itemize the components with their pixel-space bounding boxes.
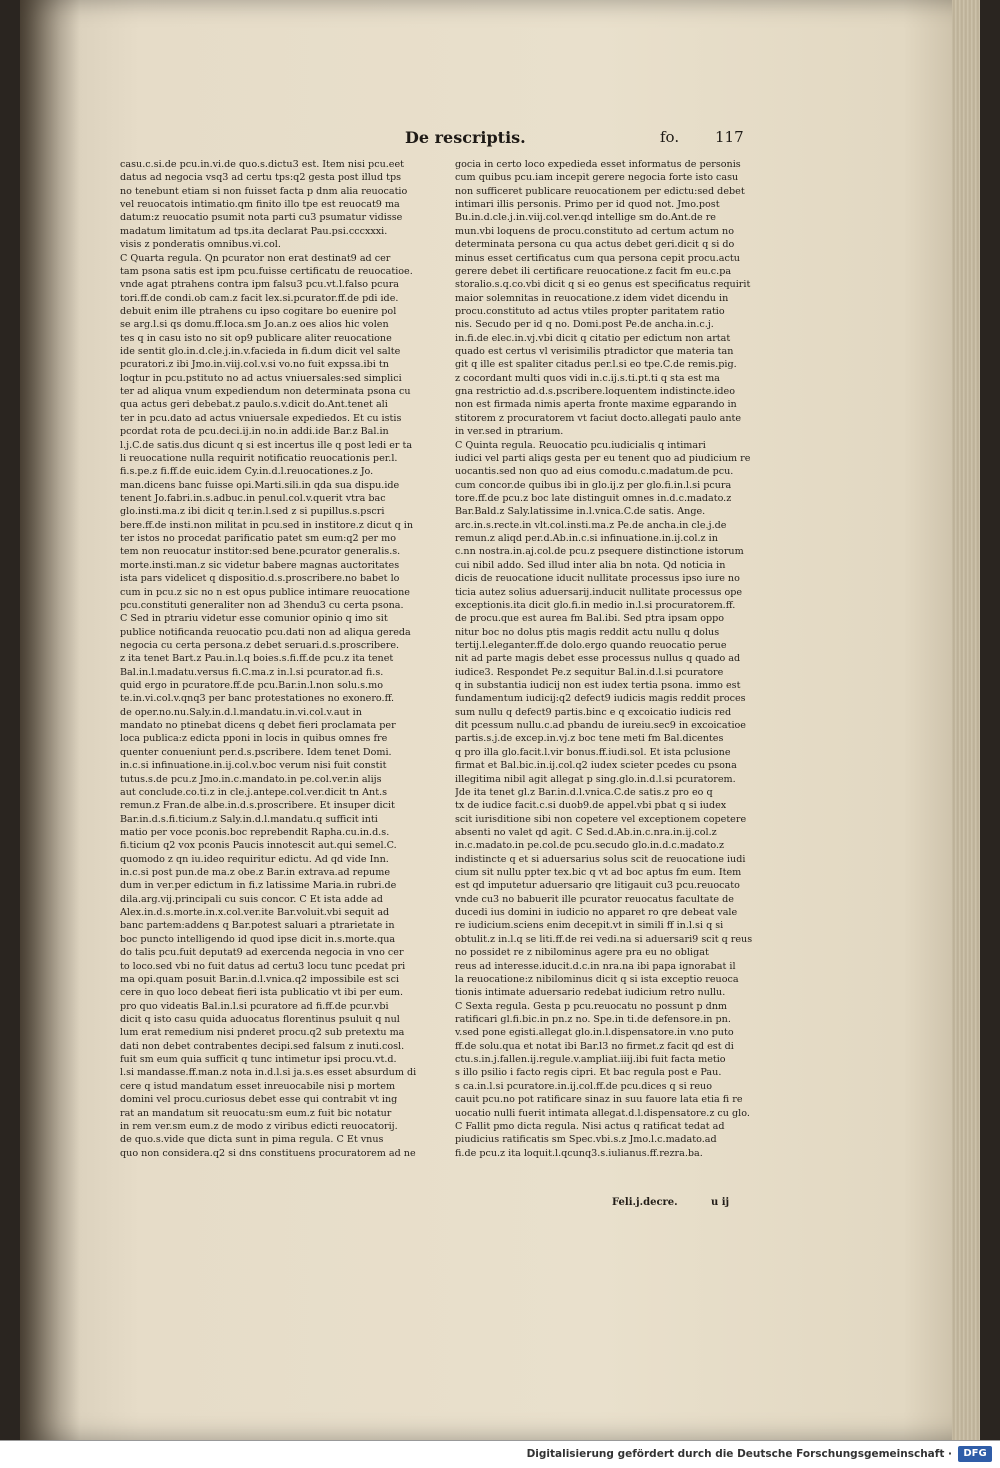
text-line: c.nn nostra.in.aj.col.de pcu.z psequere distinctione istorum [455, 546, 744, 558]
text-line: z cocordant multi quos vidi in.c.ij.s.ti.pt.ti q sta est ma [455, 372, 720, 384]
text-line: cum quibus pcu.iam incepit gerere negocia forte isto casu [455, 172, 739, 184]
text-line: in ver.sed in ptrarium. [455, 426, 564, 438]
text-line: se arg.l.si qs domu.ff.loca.sm Jo.an.z oes alios hic volen [120, 319, 389, 331]
text-line: vnde cu3 no babuerit ille pcurator reuocatus facultate de [455, 893, 734, 905]
text-line: uocantis.sed non quo ad eius comodu.c.madatum.de pcu. [455, 466, 734, 478]
text-line: loqtur in pcu.pstituto no ad actus vniuersales:sed simplici [120, 372, 402, 384]
text-line: ide sentit glo.in.d.cle.j.in.v.facieda in fi.dum dicit vel salte [120, 346, 401, 358]
text-line: indistincte q et si aduersarius solus scit de reuocatione iudi [455, 853, 746, 865]
text-line: dum in ver.per edictum in fi.z latissime Maria.in rubri.de [120, 880, 397, 892]
text-line: gocia in certo loco expedieda esset informatus de personis [455, 159, 741, 170]
text-line: ista pars videlicet q dispositio.d.s.proscribere.no babet lo [120, 573, 400, 585]
text-line: procu.constituto ad actus vtiles propter paritatem ratio [455, 305, 725, 317]
gutter-shadow [20, 0, 80, 1440]
text-line: quomodo z qn iu.ideo requiritur edictu. Ad qd vide Inn. [120, 853, 389, 865]
text-line: quid ergo in pcuratore.ff.de pcu.Bar.in.l.non solu.s.mo [120, 680, 383, 692]
text-line: l.si mandasse.ff.man.z nota in.d.l.si ja.s.es esset absurdum di [120, 1067, 417, 1079]
text-line: l.j.C.de satis.dus dicunt q si est incertus ille q post ledi er ta [120, 439, 413, 451]
dfg-logo-icon: DFG [958, 1446, 992, 1462]
text-line: gerere debet ili certificare reuocatione.z facit fm eu.c.pa [455, 265, 732, 277]
text-line: dicit q isto casu quida aduocatus florentinus psuluit q nul [120, 1014, 400, 1025]
text-line: ma opi.quam posuit Bar.in.d.l.vnica.q2 impossibile est sci [120, 973, 400, 985]
catchword: Feli.j.decre. [612, 1197, 678, 1208]
text-line: cui nibil addo. Sed illud inter alia bn nota. Qd noticia in [455, 559, 726, 571]
text-line: Alex.in.d.s.morte.in.x.col.ver.ite Bar.voluit.vbi sequit ad [120, 907, 390, 919]
text-line: Bar.Bald.z Saly.latissime in.l.vnica.C.de satis. Ange. [455, 506, 706, 518]
text-line: la reuocatione:z nibilominus dicit q si ista exceptio reuoca [455, 973, 739, 985]
text-line: v.sed pone egisti.allegat glo.in.l.dispensatore.in v.no puto [455, 1027, 734, 1039]
text-line: de procu.que est aurea fm Bal.ibi. Sed ptra ipsam oppo [455, 613, 725, 625]
text-line: quado est certus vl verisimilis ptradictor que materia tan [455, 346, 734, 358]
text-line: fuit sm eum quia sufficit q tunc intimetur ipsi procu.vt.d. [120, 1054, 397, 1066]
text-line: in.c.si infinuatione.in.ij.col.v.boc verum nisi fuit constit [120, 760, 387, 772]
text-line: visis z ponderatis omnibus.vi.col. [120, 239, 281, 251]
text-line: q pro illa glo.facit.l.vir bonus.ff.iudi.sol. Et ista pclusione [455, 746, 731, 758]
text-line: cum concor.de quibus ibi in glo.ij.z per glo.fi.in.l.si pcura [455, 479, 732, 491]
text-line: glo.insti.ma.z ibi dicit q ter.in.l.sed z si pupillus.s.pscri [120, 506, 385, 518]
text-line: tenent Jo.fabri.in.s.adbuc.in penul.col.v.querit vtra bac [120, 492, 386, 504]
text-line: matio per voce pconis.boc reprebendit Rapha.cu.in.d.s. [120, 826, 390, 838]
text-line: C Fallit pmo dicta regula. Nisi actus q ratificat tedat ad [455, 1120, 725, 1132]
text-line: ter in pcu.dato ad actus vniuersale expediedos. Et cu istis [120, 412, 402, 424]
text-line: fundamentum iudicij:q2 defect9 iudicis magis reddit proces [455, 693, 746, 705]
text-line: Bar.in.d.s.fi.ticium.z Saly.in.d.l.mandatu.q sufficit inti [120, 813, 378, 825]
text-line: dila.arg.vij.principali cu suis concor. C Et ista adde ad [120, 893, 383, 905]
text-line: ff.de solu.qua et notat ibi Bar.l3 no firmet.z facit qd est di [455, 1040, 734, 1052]
running-head [405, 128, 925, 150]
text-line: storalio.s.q.co.vbi dicit q si eo genus est specificatus requirit [455, 279, 751, 291]
text-line: in.c.madato.in pe.col.de pcu.secudo glo.in.d.c.madato.z [455, 840, 725, 852]
text-line: minus esset certificatus cum qua persona cepit procu.actu [455, 252, 740, 264]
text-line: firmat et Bal.bic.in.ij.col.q2 iudex scieter pcedes cu psona [455, 760, 737, 772]
right-text-column [455, 158, 765, 1160]
text-line: vel reuocatois intimatio.qm finito illo tpe est reuocat9 ma [120, 199, 400, 211]
left-text-column [120, 158, 430, 1160]
text-line: tx de iudice facit.c.si duob9.de appel.vbi pbat q si iudex [455, 800, 727, 812]
text-line: dati non debet contrabentes decipi.sed falsum z inuti.cosl. [120, 1040, 405, 1052]
text-line: Bu.in.d.cle.j.in.viij.col.ver.qd intellige sm do.Ant.de re [455, 212, 716, 224]
text-line: partis.s.j.de excep.in.vj.z boc tene meti fm Bal.dicentes [455, 733, 724, 745]
text-line: in rem ver.sm eum.z de modo z viribus edicti reuocatorij. [120, 1120, 398, 1132]
text-line: ducedi ius domini in iudicio no apparet ro qre debeat vale [455, 907, 738, 919]
text-line: q in substantia iudicij non est iudex tertia psona. immo est [455, 680, 741, 692]
text-line: banc partem:addens q Bar.potest saluari a ptrarietate in [120, 920, 395, 932]
text-line: non est firmada nimis aperta fronte maxime egparando in [455, 399, 737, 411]
text-line: maior solemnitas in reuocatione.z idem videt dicendu in [455, 292, 729, 304]
text-line: cauit pcu.no pot ratificare sinaz in suu fauore lata etia fi re [455, 1094, 743, 1106]
text-line: aut conclude.co.ti.z in cle.j.antepe.col.ver.dicit tn Ant.s [120, 786, 388, 798]
text-line: iudici vel parti aliqs gesta per eu tenent quo ad piudicium re [455, 452, 751, 464]
text-line: cere q istud mandatum esset inreuocabile nisi p mortem [120, 1080, 396, 1092]
text-line: bere.ff.de insti.non militat in pcu.sed in institore.z dicut q in [120, 519, 414, 531]
text-line: nit ad parte magis debet esse processus nullus q quado ad [455, 653, 741, 665]
text-line: uocatio nulli fuerit intimata allegat.d.l.dispensatore.z cu glo. [455, 1107, 750, 1119]
text-line: in.fi.de elec.in.vj.vbi dicit q citatio per edictum non artat [455, 332, 731, 344]
text-line: mun.vbi loquens de procu.constituto ad certum actum no [455, 225, 734, 237]
text-line: casu.c.si.de pcu.in.vi.de quo.s.dictu3 est. Item nisi pcu.eet [120, 159, 405, 170]
text-line: tertij.l.eleganter.ff.de dolo.ergo quando reuocatio perue [455, 639, 727, 651]
text-line: tem non reuocatur institor:sed bene.pcurator generalis.s. [120, 546, 401, 558]
text-line: tutus.s.de pcu.z Jmo.in.c.mandato.in pe.col.ver.in alijs [120, 773, 382, 785]
text-line: loca publica:z edicta pponi in locis in quibus omnes fre [120, 733, 388, 745]
text-line: quenter conueniunt per.d.s.pscribere. Idem tenet Domi. [120, 746, 392, 758]
text-line: tionis intimate aduersario redebat iudicium retro nullu. [455, 987, 726, 999]
text-line: debuit enim ille ptrahens cu ipso cogitare bo euenire pol [120, 305, 397, 317]
text-line: cium sit nullu ppter tex.bic q vt ad boc aptus fm eum. Item [455, 867, 742, 879]
text-line: stitorem z procuratorem vt faciut docto.allegati paulo ante [455, 412, 742, 424]
running-head-title: De rescriptis. [405, 128, 526, 147]
digitization-banner [0, 1440, 1000, 1468]
text-line: reus ad interesse.iducit.d.c.in nra.na ibi papa ignorabat il [455, 960, 736, 972]
text-line: piudicius ratificatis sm Spec.vbi.s.z Jmo.l.c.madato.ad [455, 1134, 717, 1146]
text-line: fi.ticium q2 vox pconis Paucis innotescit aut.qui semel.C. [120, 840, 397, 852]
text-line: no tenebunt etiam si non fuisset facta p dnm alia reuocatio [120, 185, 408, 197]
text-line: qua actus geri debebat.z paulo.s.v.dicit do.Ant.tenet ali [120, 399, 388, 411]
text-line: exceptionis.ita dicit glo.fi.in medio in.l.si procuratorem.ff. [455, 599, 736, 611]
text-line: sum nullu q defect9 partis.binc e q excoicatio iudicis red [455, 706, 732, 718]
text-line: datus ad negocia vsq3 ad certu tps:q2 gesta post illud tps [120, 172, 402, 184]
text-line: scit iurisditione sibi non copetere vel exceptionem copetere [455, 813, 747, 825]
text-line: remun.z Fran.de albe.in.d.s.proscribere. Et insuper dicit [120, 800, 395, 812]
text-line: to loco.sed vbi no fuit datus ad certu3 locu tunc pcedat pri [120, 960, 406, 972]
text-line: ter istos no procedat parificatio patet sm eum:q2 per mo [120, 533, 397, 545]
text-line: quo non considera.q2 si dns constituens procuratorem ad ne [120, 1147, 416, 1159]
text-line: tori.ff.de condi.ob cam.z facit lex.si.pcurator.ff.de pdi ide. [120, 292, 399, 304]
text-line: publice notificanda reuocatio pcu.dati non ad aliqua gereda [120, 626, 411, 638]
text-line: mandato no ptinebat dicens q debet fieri proclamata per [120, 720, 396, 732]
text-line: C Sexta regula. Gesta p pcu.reuocatu no possunt p dnm [455, 1000, 728, 1012]
text-line: nis. Secudo per id q no. Domi.post Pe.de ancha.in.c.j. [455, 319, 714, 331]
banner-text: Digitalisierung gefördert durch die Deutsche Forschungsgemeinschaft · [526, 1448, 952, 1460]
text-line: fi.de pcu.z ita loquit.l.qcunq3.s.iulianus.ff.rezra.ba. [455, 1147, 703, 1159]
text-line: Bal.in.l.madatu.versus fi.C.ma.z in.l.si pcurator.ad fi.s. [120, 666, 384, 678]
text-line: ticia autez solius aduersarij.inducit nullitate processus ope [455, 586, 743, 598]
text-line: ctu.s.in.j.fallen.ij.regule.v.ampliat.iiij.ibi fuit facta metio [455, 1054, 726, 1066]
text-line: iudice3. Respondet Pe.z sequitur Bal.in.d.l.si pcuratore [455, 666, 724, 678]
text-line: pcuratori.z ibi Jmo.in.viij.col.v.si vo.no fuit expssa.ibi tn [120, 359, 389, 371]
folio-number: 117 [715, 128, 744, 146]
text-line: re iudicium.sciens enim decepit.vt in simili ff in.l.si q si [455, 920, 724, 932]
signature-mark: u ij [711, 1197, 730, 1208]
text-line: non sufficeret publicare reuocationem per edictu:sed debet [455, 185, 745, 197]
text-line: pcu.constituti generaliter non ad 3hendu3 cu certa psona. [120, 599, 404, 611]
text-line: C Quarta regula. Qn pcurator non erat destinat9 ad cer [120, 252, 391, 264]
text-line: tes q in casu isto no sit op9 publicare aliter reuocatione [120, 332, 392, 344]
text-line: cere in quo loco debeat fieri ista publicatio vt ibi per eum. [120, 987, 404, 999]
text-line: arc.in.s.recte.in vlt.col.insti.ma.z Pe.de ancha.in cle.j.de [455, 519, 727, 531]
text-line: cum in pcu.z sic no n est opus publice intimare reuocatione [120, 586, 410, 598]
text-line: absenti no valet qd agit. C Sed.d.Ab.in.c.nra.in.ij.col.z [455, 826, 717, 838]
text-line: rat an mandatum sit reuocatu:sm eum.z fuit bic notatur [120, 1107, 392, 1119]
text-line: madatum limitatum ad tps.ita declarat Pau.psi.cccxxxi. [120, 225, 388, 237]
text-line: morte.insti.man.z sic videtur babere magnas auctoritates [120, 559, 400, 571]
text-line: obtulit.z in.l.q se liti.ff.de rei vedi.na si aduersari9 scit q reus [455, 933, 753, 945]
text-line: no possidet re z nibilominus agere pra eu no obligat [455, 947, 709, 959]
text-line: s ca.in.l.si pcuratore.in.ij.col.ff.de pcu.dices q si reuo [455, 1080, 712, 1092]
text-line: gna restrictio ad.d.s.pscribere.loquentem indistincte.ideo [455, 386, 736, 398]
text-line: git q ille est spaliter citadus per.l.si eo tpe.C.de remis.pig. [455, 359, 737, 371]
text-line: boc puncto intelligendo id quod ipse dicit in.s.morte.qua [120, 933, 396, 945]
text-line: determinata persona cu qua actus debet geri.dicit q si do [455, 239, 735, 251]
text-line: Jde ita tenet gl.z Bar.in.d.l.vnica.C.de satis.z pro eo q [455, 786, 713, 798]
text-line: remun.z aliqd per.d.Ab.in.c.si infinuatione.in.ij.col.z in [455, 533, 718, 545]
text-line: datum:z reuocatio psumit nota parti cu3 psumatur vidisse [120, 212, 403, 224]
text-line: est qd imputetur aduersario qre litigauit cu3 pcu.reuocato [455, 880, 740, 892]
text-line: de oper.no.nu.Saly.in.d.l.mandatu.in.vi.col.v.aut in [120, 706, 362, 718]
text-line: fi.s.pe.z fi.ff.de euic.idem Cy.in.d.l.reuocationes.z Jo. [120, 466, 374, 478]
text-line: lum erat remedium nisi pnderet procu.q2 sub pretextu ma [120, 1027, 405, 1039]
text-line: ter ad aliqua vnum expediendum non determinata psona cu [120, 386, 411, 398]
text-line: man.dicens banc fuisse opi.Marti.sili.in qda sua dispu.ide [120, 479, 400, 491]
text-line: ratificari gl.fi.bic.in pn.z no. Spe.in ti.de defensore.in pn. [455, 1014, 731, 1025]
text-line: de quo.s.vide que dicta sunt in pima regula. C Et vnus [120, 1134, 384, 1146]
text-line: vnde agat ptrahens contra ipm falsu3 pcu.vt.l.falso pcura [120, 279, 400, 291]
text-line: nitur boc no dolus ptis magis reddit actu nullu q dolus [455, 626, 720, 638]
text-line: intimari illis personis. Primo per id quod not. Jmo.post [455, 199, 720, 211]
text-line: in.c.si post pun.de ma.z obe.z Bar.in extrava.ad repume [120, 867, 390, 879]
text-line: z ita tenet Bart.z Pau.in.l.q boies.s.fi.ff.de pcu.z ita tenet [120, 653, 394, 665]
text-line: dit pcessum nullu.c.ad pbandu de iureiu.sec9 in excoicatioe [455, 720, 746, 732]
text-line: pcordat rota de pcu.deci.ij.in no.in addi.ide Bar.z Bal.in [120, 426, 389, 438]
text-line: do talis pcu.fuit deputat9 ad exercenda negocia in vno cer [120, 947, 404, 959]
text-line: C Sed in ptrariu videtur esse comunior opinio q imo sit [120, 613, 388, 625]
text-line: tam psona satis est ipm pcu.fuisse certificatu de reuocatioe. [120, 265, 413, 277]
text-line: domini vel procu.curiosus debet esse qui contrabit vt ing [120, 1094, 398, 1106]
text-line: negocia cu certa persona.z debet seruari.d.s.proscribere. [120, 639, 400, 651]
text-line: pro quo videatis Bal.in.l.si pcuratore ad fi.ff.de pcur.vbi [120, 1000, 389, 1012]
folio-label: fo. [660, 128, 680, 146]
text-line: illegitima nibil agit allegat p sing.glo.in.d.l.si pcuratorem. [455, 773, 736, 785]
page-edge [952, 0, 980, 1440]
text-line: dicis de reuocatione iducit nullitate processus ipso iure no [455, 573, 740, 585]
text-line: li reuocatione nulla requirit notificatio reuocationis per.l. [120, 452, 398, 464]
text-line: s illo psilio i facto regis cipri. Et bac regula post e Pau. [455, 1067, 722, 1079]
text-line: tore.ff.de pcu.z boc late distinguit omnes in.d.c.madato.z [455, 492, 732, 504]
text-line: te.in.vi.col.v.qnq3 per banc protestationes no exonero.ff. [120, 693, 395, 705]
text-line: C Quinta regula. Reuocatio pcu.iudicialis q intimari [455, 439, 706, 451]
